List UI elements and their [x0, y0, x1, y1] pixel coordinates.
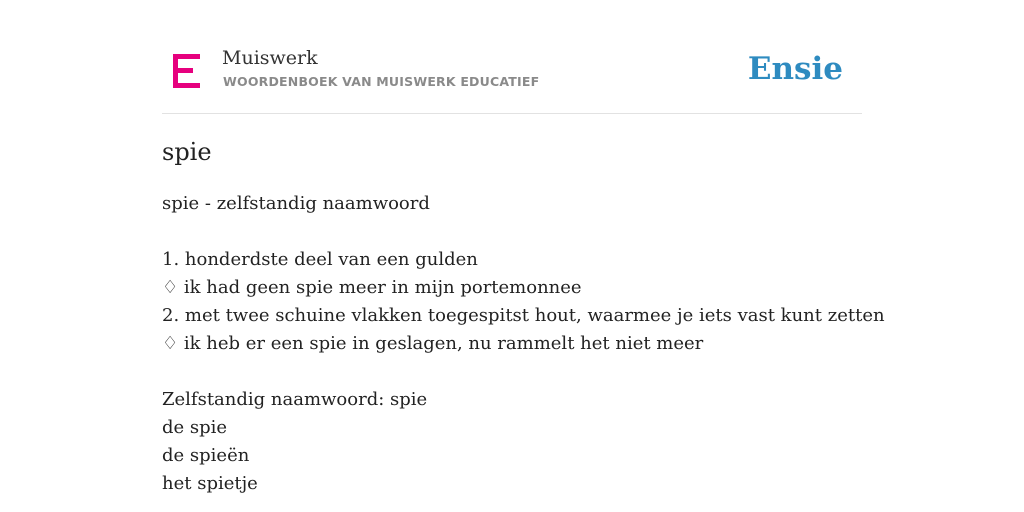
page-title: spie — [162, 138, 212, 166]
example-line: ♢ ik had geen spie meer in mijn portemonnee — [162, 277, 582, 298]
definition-line: 1. honderdste deel van een gulden — [162, 249, 478, 270]
spacer — [162, 358, 885, 386]
forms-heading: Zelfstandig naamwoord: spie — [162, 389, 428, 410]
pos-line: spie - zelfstandig naamwoord — [162, 193, 430, 214]
form-line: de spieën — [162, 445, 250, 466]
header — [162, 0, 862, 114]
brand-subtitle: WOORDENBOEK VAN MUISWERK EDUCATIEF — [223, 74, 540, 89]
form-line: het spietje — [162, 473, 258, 494]
form-line: de spie — [162, 417, 228, 438]
ensie-logo[interactable]: Ensie — [747, 51, 843, 87]
page-container — [162, 0, 885, 494]
example-line: ♢ ik heb er een spie in geslagen, nu rammelt het niet meer — [162, 333, 704, 354]
entry-body — [162, 190, 885, 498]
muiswerk-logo-icon[interactable] — [173, 54, 200, 88]
brand-name[interactable]: Muiswerk — [222, 47, 318, 69]
definition-line: 2. met twee schuine vlakken toegespitst hout, waarmee je iets vast kunt zetten — [162, 305, 885, 326]
spacer — [162, 218, 885, 246]
